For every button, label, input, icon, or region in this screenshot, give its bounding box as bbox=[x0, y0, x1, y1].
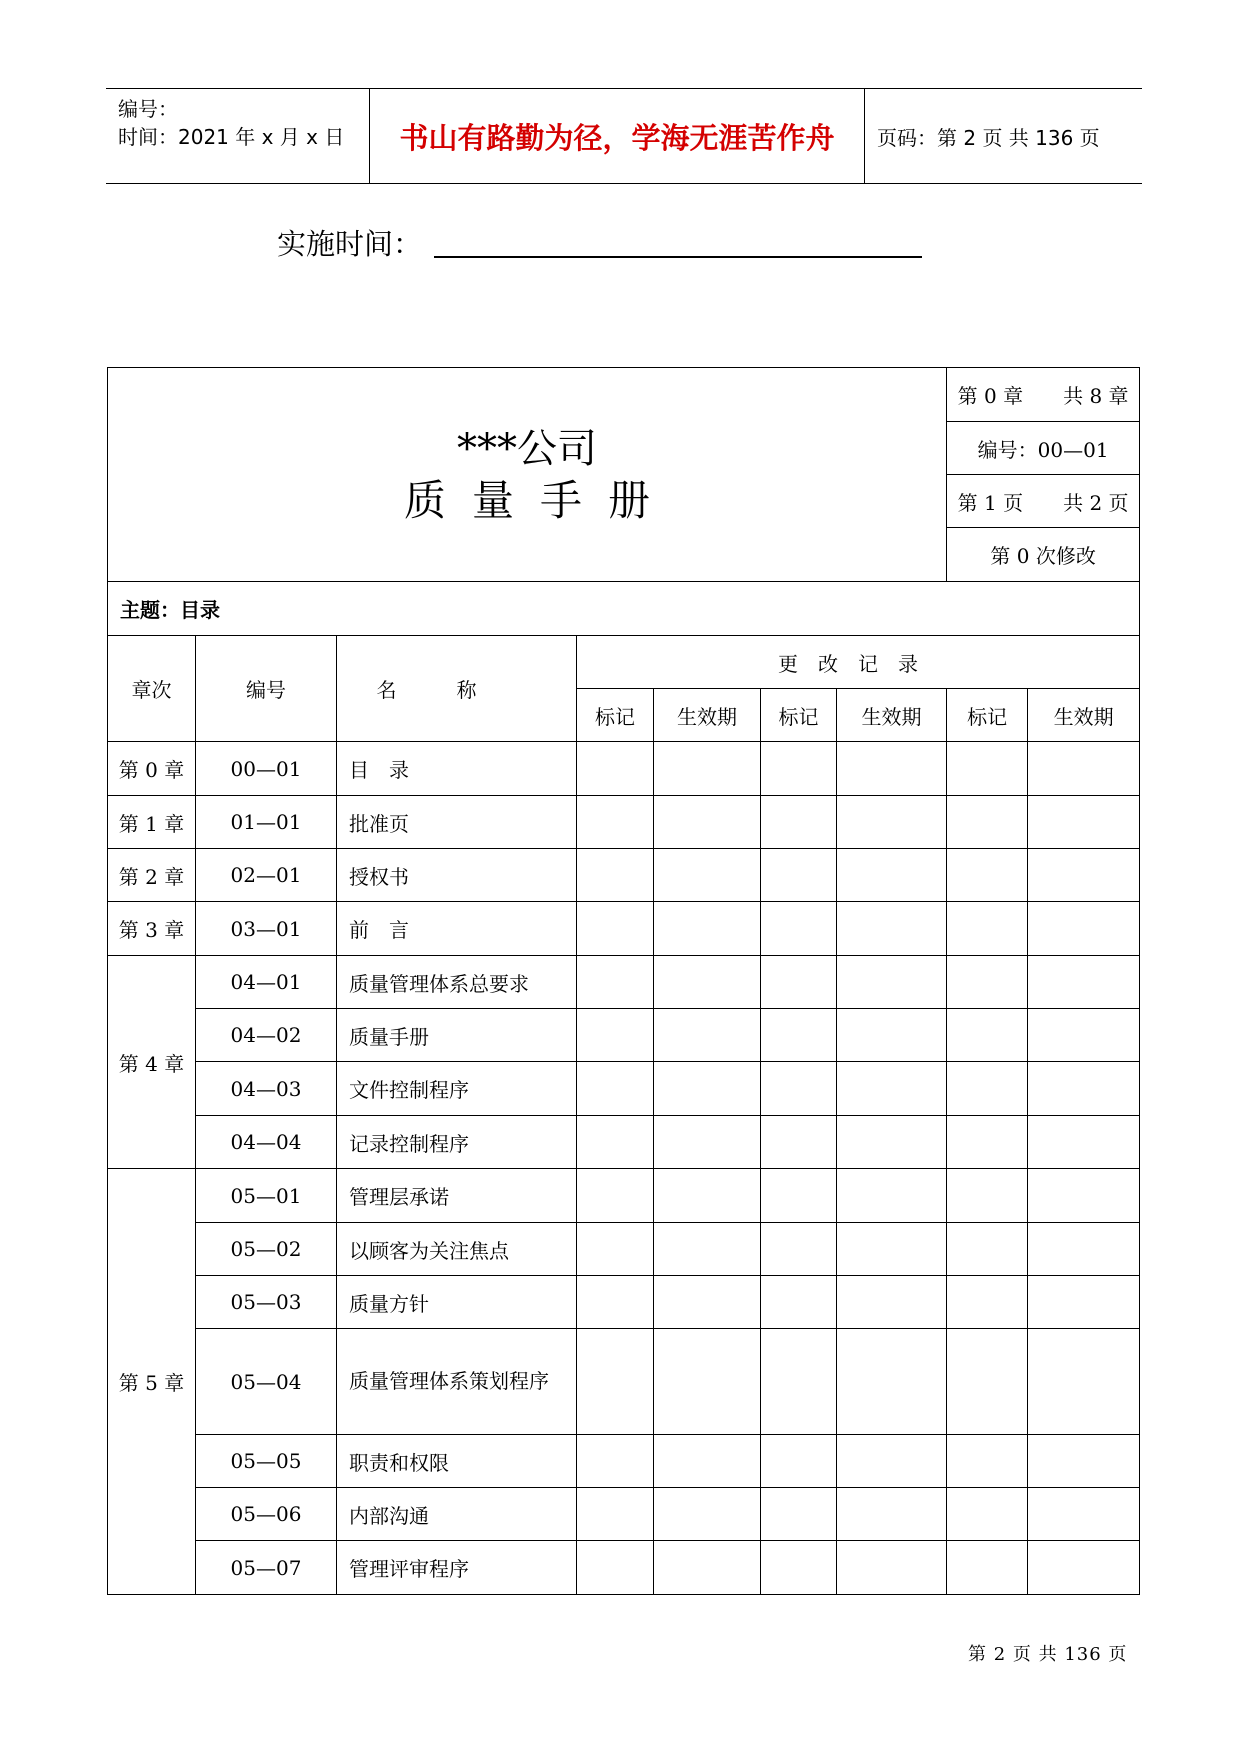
page-header bbox=[106, 88, 1142, 184]
table-row bbox=[108, 849, 1140, 902]
code-cell: 03—01 bbox=[196, 902, 337, 956]
mark-cell[interactable] bbox=[761, 849, 837, 902]
name-cell: 质量管理体系策划程序 bbox=[337, 1329, 577, 1435]
mark-cell[interactable] bbox=[577, 1329, 654, 1435]
name-cell: 质量手册 bbox=[337, 1009, 577, 1062]
mark-cell[interactable] bbox=[947, 796, 1028, 849]
date-cell[interactable] bbox=[654, 902, 761, 956]
mark-cell[interactable] bbox=[947, 902, 1028, 956]
mark-cell[interactable] bbox=[947, 1276, 1028, 1329]
code-cell: 05—03 bbox=[196, 1276, 337, 1329]
date-cell[interactable] bbox=[837, 796, 947, 849]
mark-cell[interactable] bbox=[947, 1223, 1028, 1276]
header-meta bbox=[106, 89, 370, 183]
mark-cell[interactable] bbox=[761, 1541, 837, 1595]
name-cell: 管理层承诺 bbox=[337, 1169, 577, 1223]
table-row bbox=[108, 742, 1140, 796]
date-cell[interactable] bbox=[837, 1276, 947, 1329]
mark-cell[interactable] bbox=[947, 1169, 1028, 1223]
date-cell[interactable] bbox=[837, 1116, 947, 1169]
date-cell[interactable] bbox=[1028, 1009, 1140, 1062]
mark-cell[interactable] bbox=[761, 1169, 837, 1223]
mark-cell[interactable] bbox=[947, 1488, 1028, 1541]
date-cell[interactable] bbox=[837, 902, 947, 956]
date-cell[interactable] bbox=[1028, 849, 1140, 902]
date-cell[interactable] bbox=[1028, 1116, 1140, 1169]
date-cell[interactable] bbox=[1028, 1276, 1140, 1329]
page-footer: 第 2 页 共 136 页 bbox=[968, 1644, 1128, 1665]
number-label: 编号： bbox=[118, 97, 178, 121]
implementation-blank-line[interactable] bbox=[434, 256, 922, 258]
date-cell[interactable] bbox=[654, 742, 761, 796]
date-cell[interactable] bbox=[837, 1169, 947, 1223]
name-cell: 质量方针 bbox=[337, 1276, 577, 1329]
table-row bbox=[108, 1116, 1140, 1169]
mark-cell[interactable] bbox=[947, 849, 1028, 902]
name-cell: 职责和权限 bbox=[337, 1435, 577, 1488]
date-cell[interactable] bbox=[837, 1329, 947, 1435]
table-row bbox=[108, 1329, 1140, 1435]
table-row bbox=[108, 796, 1140, 849]
chapter-cell: 第 0 章 bbox=[108, 742, 196, 796]
mark-cell[interactable] bbox=[761, 1009, 837, 1062]
mark-cell[interactable] bbox=[577, 1009, 654, 1062]
mark-cell[interactable] bbox=[577, 1223, 654, 1276]
mark-cell[interactable] bbox=[577, 1116, 654, 1169]
date-cell[interactable] bbox=[837, 1435, 947, 1488]
date-cell[interactable] bbox=[654, 1541, 761, 1595]
date-cell[interactable] bbox=[654, 956, 761, 1009]
mark-cell[interactable] bbox=[577, 1062, 654, 1116]
mark-cell[interactable] bbox=[761, 1062, 837, 1116]
code-cell: 00—01 bbox=[196, 742, 337, 796]
name-cell: 批准页 bbox=[337, 796, 577, 849]
table-row bbox=[108, 1541, 1140, 1595]
code-cell: 04—02 bbox=[196, 1009, 337, 1062]
name-cell: 质量管理体系总要求 bbox=[337, 956, 577, 1009]
date-cell[interactable] bbox=[1028, 956, 1140, 1009]
code-cell: 01—01 bbox=[196, 796, 337, 849]
mark-cell[interactable] bbox=[947, 1062, 1028, 1116]
col-header-change-record: 更改记录 bbox=[577, 636, 1140, 689]
col-header-date-2: 生效期 bbox=[837, 689, 947, 742]
table-row bbox=[108, 1223, 1140, 1276]
col-header-chapter: 章次 bbox=[108, 636, 196, 742]
code-cell: 05—06 bbox=[196, 1488, 337, 1541]
code-cell: 05—04 bbox=[196, 1329, 337, 1435]
date-cell[interactable] bbox=[654, 1435, 761, 1488]
col-header-date-1: 生效期 bbox=[654, 689, 761, 742]
mark-cell[interactable] bbox=[761, 1329, 837, 1435]
table-row bbox=[108, 1169, 1140, 1223]
date-cell[interactable] bbox=[1028, 1223, 1140, 1276]
code-cell: 05—02 bbox=[196, 1223, 337, 1276]
chapter-info: 第 0 章 共 8 章 bbox=[947, 368, 1140, 422]
code-cell: 05—07 bbox=[196, 1541, 337, 1595]
date-cell[interactable] bbox=[1028, 1062, 1140, 1116]
date-cell[interactable] bbox=[837, 742, 947, 796]
date-cell[interactable] bbox=[1028, 742, 1140, 796]
mark-cell[interactable] bbox=[947, 1329, 1028, 1435]
manual-title-block bbox=[108, 368, 947, 582]
mark-cell[interactable] bbox=[577, 1276, 654, 1329]
date-cell[interactable] bbox=[1028, 902, 1140, 956]
date-cell[interactable] bbox=[654, 1276, 761, 1329]
chapter-cell: 第 1 章 bbox=[108, 796, 196, 849]
mark-cell[interactable] bbox=[761, 902, 837, 956]
mark-cell[interactable] bbox=[577, 902, 654, 956]
mark-cell[interactable] bbox=[761, 1435, 837, 1488]
header-page-info: 页码：第 2 页 共 136 页 bbox=[877, 125, 1100, 150]
date-cell[interactable] bbox=[1028, 1541, 1140, 1595]
code-info: 编号：00—01 bbox=[947, 422, 1140, 475]
date-cell[interactable] bbox=[654, 1169, 761, 1223]
date-cell[interactable] bbox=[1028, 1435, 1140, 1488]
date-cell[interactable] bbox=[654, 1062, 761, 1116]
date-cell[interactable] bbox=[654, 796, 761, 849]
name-cell: 以顾客为关注焦点 bbox=[337, 1223, 577, 1276]
manual-title: 质量手册 bbox=[404, 475, 677, 525]
code-cell: 05—01 bbox=[196, 1169, 337, 1223]
date-cell[interactable] bbox=[837, 1488, 947, 1541]
motto-text: 书山有路勤为径，学海无涯苦作舟 bbox=[399, 120, 835, 155]
col-header-date-3: 生效期 bbox=[1028, 689, 1140, 742]
subject-heading: 主题：目录 bbox=[108, 582, 1140, 636]
mark-cell[interactable] bbox=[947, 1435, 1028, 1488]
mark-cell[interactable] bbox=[577, 849, 654, 902]
name-cell: 前 言 bbox=[337, 902, 577, 956]
code-cell: 02—01 bbox=[196, 849, 337, 902]
col-header-mark-2: 标记 bbox=[761, 689, 837, 742]
col-header-name: 名称 bbox=[337, 636, 577, 742]
code-cell: 04—01 bbox=[196, 956, 337, 1009]
mark-cell[interactable] bbox=[577, 956, 654, 1009]
chapter-cell: 第 5 章 bbox=[108, 1169, 196, 1595]
mark-cell[interactable] bbox=[761, 1116, 837, 1169]
table-row bbox=[108, 1009, 1140, 1062]
chapter-cell: 第 4 章 bbox=[108, 956, 196, 1169]
date-cell[interactable] bbox=[837, 1062, 947, 1116]
page-info: 第 1 页 共 2 页 bbox=[947, 475, 1140, 528]
mark-cell[interactable] bbox=[947, 1009, 1028, 1062]
date-cell[interactable] bbox=[1028, 1329, 1140, 1435]
date-cell[interactable] bbox=[1028, 1488, 1140, 1541]
date-cell[interactable] bbox=[1028, 1169, 1140, 1223]
mark-cell[interactable] bbox=[947, 1116, 1028, 1169]
col-header-mark-1: 标记 bbox=[577, 689, 654, 742]
name-cell: 授权书 bbox=[337, 849, 577, 902]
table-row bbox=[108, 902, 1140, 956]
mark-cell[interactable] bbox=[947, 1541, 1028, 1595]
date-cell[interactable] bbox=[654, 1488, 761, 1541]
mark-cell[interactable] bbox=[577, 1169, 654, 1223]
mark-cell[interactable] bbox=[761, 1223, 837, 1276]
table-row bbox=[108, 1062, 1140, 1116]
mark-cell[interactable] bbox=[577, 742, 654, 796]
mark-cell[interactable] bbox=[761, 742, 837, 796]
header-motto bbox=[370, 89, 865, 183]
code-cell: 04—03 bbox=[196, 1062, 337, 1116]
mark-cell[interactable] bbox=[947, 956, 1028, 1009]
table-row bbox=[108, 1488, 1140, 1541]
date-cell[interactable] bbox=[654, 1116, 761, 1169]
implementation-label: 实施时间： bbox=[277, 227, 423, 261]
time-label: 时间：2021 年 x 月 x 日 bbox=[118, 125, 345, 149]
name-cell: 文件控制程序 bbox=[337, 1062, 577, 1116]
manual-table bbox=[107, 367, 1140, 1595]
date-cell[interactable] bbox=[654, 1223, 761, 1276]
code-cell: 04—04 bbox=[196, 1116, 337, 1169]
table-row bbox=[108, 1276, 1140, 1329]
mark-cell[interactable] bbox=[761, 796, 837, 849]
date-cell[interactable] bbox=[654, 1329, 761, 1435]
date-cell[interactable] bbox=[837, 1541, 947, 1595]
table-row bbox=[108, 956, 1140, 1009]
name-cell: 内部沟通 bbox=[337, 1488, 577, 1541]
col-header-mark-3: 标记 bbox=[947, 689, 1028, 742]
date-cell[interactable] bbox=[837, 849, 947, 902]
date-cell[interactable] bbox=[654, 849, 761, 902]
mark-cell[interactable] bbox=[761, 956, 837, 1009]
date-cell[interactable] bbox=[1028, 796, 1140, 849]
name-cell: 目 录 bbox=[337, 742, 577, 796]
date-cell[interactable] bbox=[837, 1009, 947, 1062]
code-cell: 05—05 bbox=[196, 1435, 337, 1488]
date-cell[interactable] bbox=[654, 1009, 761, 1062]
revision-info: 第 0 次修改 bbox=[947, 528, 1140, 582]
mark-cell[interactable] bbox=[761, 1276, 837, 1329]
table-row bbox=[108, 1435, 1140, 1488]
chapter-cell: 第 2 章 bbox=[108, 849, 196, 902]
mark-cell[interactable] bbox=[947, 742, 1028, 796]
date-cell[interactable] bbox=[837, 956, 947, 1009]
chapter-cell: 第 3 章 bbox=[108, 902, 196, 956]
mark-cell[interactable] bbox=[577, 1488, 654, 1541]
date-cell[interactable] bbox=[837, 1223, 947, 1276]
mark-cell[interactable] bbox=[577, 1435, 654, 1488]
name-cell: 记录控制程序 bbox=[337, 1116, 577, 1169]
mark-cell[interactable] bbox=[761, 1488, 837, 1541]
company-name: ***公司 bbox=[457, 425, 598, 472]
mark-cell[interactable] bbox=[577, 796, 654, 849]
name-cell: 管理评审程序 bbox=[337, 1541, 577, 1595]
col-header-code: 编号 bbox=[196, 636, 337, 742]
mark-cell[interactable] bbox=[577, 1541, 654, 1595]
